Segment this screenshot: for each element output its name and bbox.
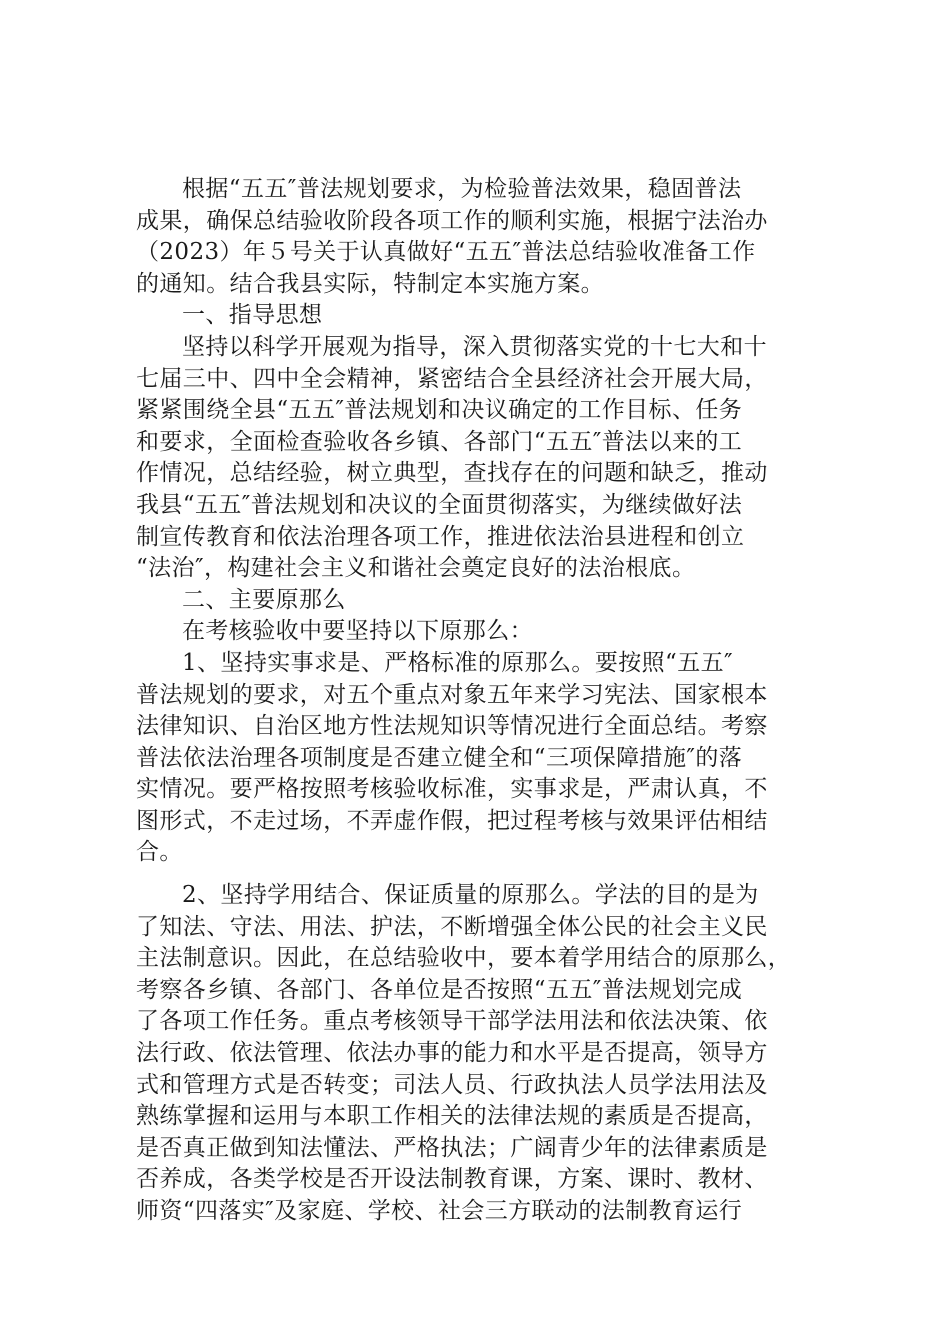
text-line: （2023）年５号关于认真做好“五五″普法总结验收准备工作 (136, 239, 756, 266)
text-line: 七届三中、四中全会精神，紧密结合全县经济社会开展大局， (136, 365, 768, 392)
text-line: “法治″，构建社会主义和谐社会奠定良好的法治根底。 (136, 555, 696, 582)
text-line: 成果，确保总结验收阶段各项工作的顺利实施，根据宁法治办 (136, 207, 768, 234)
text-line: 师资“四落实″及家庭、学校、社会三方联动的法制教育运行 (136, 1198, 743, 1224)
text-line: 一、指导思想 (182, 302, 323, 329)
text-line: 是否真正做到知法懂法、严格执法；广阔青少年的法律素质是 (136, 1134, 768, 1161)
text-line: 根据“五五″普法规划要求，为检验普法效果，稳固普法 (182, 176, 742, 202)
document-body (136, 174, 826, 1228)
text-line: 坚持以科学开展观为指导，深入贯彻落实党的十七大和十 (182, 333, 767, 360)
text-line: 实情况。要严格按照考核验收标准，实事求是，严肃认真，不 (136, 776, 768, 803)
text-line: 我县“五五″普法规划和决议的全面贯彻落实，为继续做好法 (136, 491, 743, 518)
text-line: 图形式，不走过场，不弄虚作假，把过程考核与效果评估相结 (136, 807, 768, 834)
text-line: 普法规划的要求，对五个重点对象五年来学习宪法、国家根本 (136, 681, 768, 708)
text-line: 二、主要原那么 (182, 586, 346, 613)
text-line: 考察各乡镇、各部门、各单位是否按照“五五″普法规划完成 (136, 976, 743, 1003)
text-line: 制宣传教育和依法治理各项工作，推进依法治县进程和创立 (136, 523, 745, 550)
text-line: 紧紧围绕全县“五五″普法规划和决议确定的工作目标、任务 (136, 397, 743, 424)
text-line: 否养成，各类学校是否开设法制教育课，方案、课时、教材、 (136, 1166, 768, 1193)
text-line: 和要求，全面检查验收各乡镇、各部门“五五″普法以来的工 (136, 428, 743, 455)
text-line: 式和管理方式是否转变；司法人员、行政执法人员学法用法及 (136, 1071, 768, 1098)
text-line: 了各项工作任务。重点考核领导干部学法用法和依法决策、依 (136, 1008, 768, 1035)
text-line: 合。 (136, 839, 183, 866)
text-line: 的通知。结合我县实际，特制定本实施方案。 (136, 270, 604, 297)
text-line: 主法制意识。因此，在总结验收中，要本着学用结合的原那么， (136, 945, 792, 972)
text-line: 了知法、守法、用法、护法，不断增强全体公民的社会主义民 (136, 913, 768, 940)
text-line: 普法依法治理各项制度是否建立健全和“三项保障措施″的落 (136, 744, 743, 771)
text-line: 熟练掌握和运用与本职工作相关的法律法规的素质是否提高， (136, 1103, 768, 1130)
text-line: 法行政、依法管理、依法办事的能力和水平是否提高，领导方 (136, 1040, 768, 1067)
text-line: 1、坚持实事求是、严格标准的原那么。要按照“五五″ (182, 649, 733, 676)
text-line: 在考核验收中要坚持以下原那么： (182, 618, 533, 645)
text-line: 2、坚持学用结合、保证质量的原那么。学法的目的是为 (182, 882, 759, 909)
text-line: 法律知识、自治区地方性法规知识等情况进行全面总结。考察 (136, 713, 768, 740)
text-line: 作情况，总结经验，树立典型，查找存在的问题和缺乏，推动 (136, 460, 768, 487)
